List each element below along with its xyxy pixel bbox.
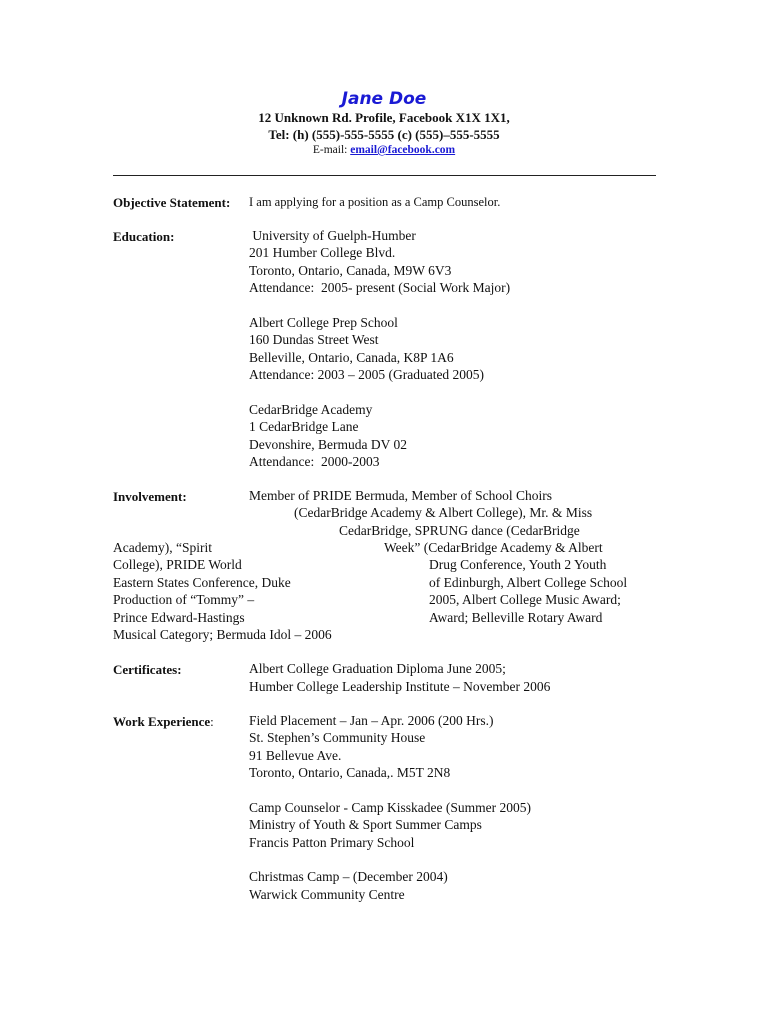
resume-name: Jane Doe [341, 89, 427, 109]
involvement-line: CedarBridge, SPRUNG dance (CedarBridge [339, 523, 580, 538]
education-line: 1 CedarBridge Lane [249, 419, 359, 434]
involvement-line: of Edinburgh, Albert College School [429, 575, 628, 590]
certificate-line: Albert College Graduation Diploma June 2005; [249, 661, 506, 676]
involvement-line: Week” (CedarBridge Academy & Albert [384, 540, 603, 555]
education-line: Toronto, Ontario, Canada, M9W 6V3 [249, 263, 452, 278]
certificate-line: Humber College Leadership Institute – November 2006 [249, 679, 551, 694]
work-line: Warwick Community Centre [249, 887, 405, 902]
involvement-line: Drug Conference, Youth 2 Youth [429, 557, 607, 572]
education-line: University of Guelph-Humber [249, 228, 416, 243]
objective-label: Objective Statement: [113, 195, 231, 210]
involvement-line: Prince Edward-Hastings [113, 610, 245, 625]
involvement-line: Award; Belleville Rotary Award [429, 610, 603, 625]
certificates-label: Certificates: [113, 662, 182, 677]
work-line: Christmas Camp – (December 2004) [249, 869, 448, 884]
education-label: Education: [113, 229, 175, 244]
address-line: 12 Unknown Rd. Profile, Facebook X1X 1X1, [258, 110, 510, 125]
email-label: E-mail: [312, 144, 348, 156]
work-experience-label [113, 714, 214, 730]
involvement-line: Academy), “Spirit [113, 540, 212, 555]
involvement-line: Member of PRIDE Bermuda, Member of School Choirs [249, 488, 552, 503]
work-line: Toronto, Ontario, Canada,. M5T 2N8 [249, 765, 451, 780]
phone-line: Tel: (h) (555)-555-5555 (c) (555)–555-5555 [268, 127, 500, 142]
involvement-line: (CedarBridge Academy & Albert College), Mr. & Miss [294, 505, 593, 520]
work-line: St. Stephen’s Community House [249, 730, 426, 745]
work-line: Francis Patton Primary School [249, 835, 415, 850]
email-link[interactable]: email@facebook.com [350, 144, 456, 156]
involvement-line: Production of “Tommy” – [113, 592, 255, 607]
work-line: Ministry of Youth & Sport Summer Camps [249, 817, 482, 832]
objective-text: I am applying for a position as a Camp Counselor. [249, 195, 501, 209]
work-line: 91 Bellevue Ave. [249, 748, 342, 763]
involvement-line: Eastern States Conference, Duke [113, 575, 291, 590]
work-experience-label-colon: : [210, 714, 214, 729]
education-line: Albert College Prep School [249, 315, 398, 330]
education-line: Attendance: 2005- present (Social Work Major) [249, 280, 511, 295]
education-line: Attendance: 2003 – 2005 (Graduated 2005) [249, 367, 485, 382]
education-line: 201 Humber College Blvd. [249, 245, 396, 260]
involvement-line: 2005, Albert College Music Award; [429, 592, 621, 607]
involvement-line: Musical Category; Bermuda Idol – 2006 [113, 627, 332, 642]
education-line: Belleville, Ontario, Canada, K8P 1A6 [249, 350, 454, 365]
work-line: Camp Counselor - Camp Kisskadee (Summer 2005) [249, 800, 531, 815]
involvement-line: College), PRIDE World [113, 557, 242, 572]
email-line [0, 144, 768, 156]
education-line: Attendance: 2000-2003 [249, 454, 380, 469]
work-experience-label-text: Work Experience [113, 714, 211, 729]
education-line: CedarBridge Academy [249, 402, 373, 417]
header-divider [113, 175, 656, 176]
education-line: Devonshire, Bermuda DV 02 [249, 437, 407, 452]
work-line: Field Placement – Jan – Apr. 2006 (200 Hrs.) [249, 713, 494, 728]
education-line: 160 Dundas Street West [249, 332, 379, 347]
involvement-label: Involvement: [113, 489, 187, 504]
